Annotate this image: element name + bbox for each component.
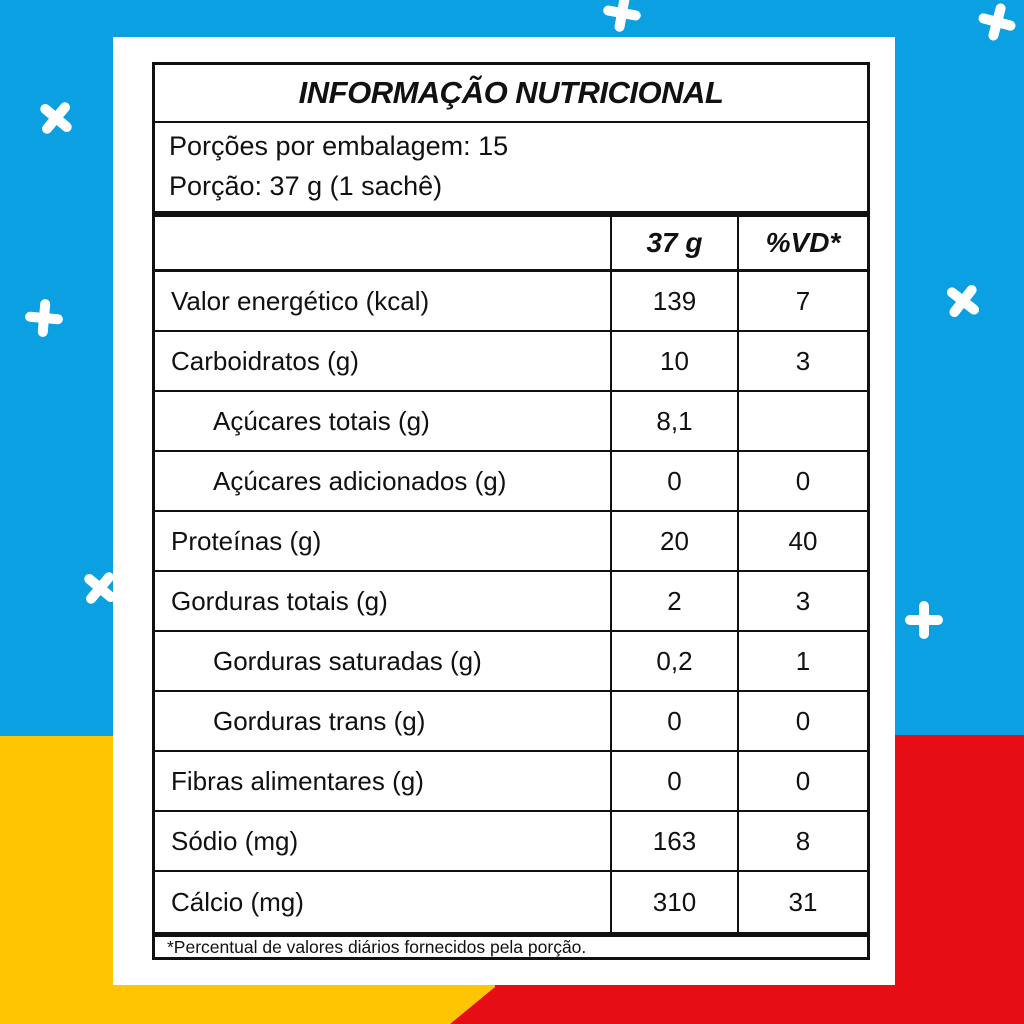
- nutrient-daily-value: [737, 392, 867, 450]
- nutrient-daily-value: 8: [737, 812, 867, 870]
- nutrition-card: [113, 37, 895, 985]
- nutrient-quantity: 8,1: [610, 392, 737, 450]
- nutrient-label: Gorduras saturadas (g): [213, 645, 482, 676]
- nutrient-quantity: 0: [610, 452, 737, 510]
- serving-info: [155, 123, 867, 218]
- nutrient-row: [155, 272, 867, 332]
- nutrient-quantity: 163: [610, 812, 737, 870]
- nutrient-label: Açúcares adicionados (g): [213, 465, 507, 496]
- nutrient-daily-value: 3: [737, 332, 867, 390]
- plus-icon: [23, 297, 64, 338]
- nutrient-quantity: 10: [610, 332, 737, 390]
- nutrient-daily-value: 7: [737, 272, 867, 330]
- nutrient-row: [155, 692, 867, 752]
- serving-size: Porção: 37 g (1 sachê): [169, 171, 443, 202]
- nutrient-row: [155, 572, 867, 632]
- plus-icon: [905, 601, 943, 639]
- table-title-row: [155, 65, 867, 123]
- nutrient-quantity: 2: [610, 572, 737, 630]
- nutrient-label: Gorduras totais (g): [171, 585, 388, 616]
- nutrient-label: Fibras alimentares (g): [171, 765, 424, 796]
- servings-per-package: Porções por embalagem: 15: [169, 130, 509, 161]
- plus-icon: [600, 0, 644, 35]
- header-empty-cell: [155, 217, 610, 269]
- nutrient-row: [155, 872, 867, 932]
- nutrient-label: Valor energético (kcal): [171, 285, 430, 316]
- nutrient-rows: [155, 272, 867, 932]
- plus-icon: [936, 274, 989, 327]
- nutrient-row: [155, 452, 867, 512]
- nutrient-label: Açúcares totais (g): [213, 405, 430, 436]
- header-quantity: 37 g: [610, 217, 737, 269]
- nutrient-daily-value: 31: [737, 872, 867, 932]
- nutrient-label: Sódio (mg): [171, 825, 299, 856]
- nutrient-quantity: 0: [610, 752, 737, 810]
- nutrient-row: [155, 392, 867, 452]
- nutrient-quantity: 0,2: [610, 632, 737, 690]
- footnote: *Percentual de valores diários fornecidos pela porção.: [155, 932, 867, 957]
- nutrient-daily-value: 3: [737, 572, 867, 630]
- nutrient-daily-value: 1: [737, 632, 867, 690]
- header-daily-value: %VD*: [737, 217, 867, 269]
- nutrient-row: [155, 812, 867, 872]
- nutrient-label: Cálcio (mg): [171, 886, 304, 917]
- table-title: INFORMAÇÃO NUTRICIONAL: [298, 74, 724, 110]
- nutrient-quantity: 139: [610, 272, 737, 330]
- nutrient-daily-value: 0: [737, 692, 867, 750]
- nutrient-label: Gorduras trans (g): [213, 705, 426, 736]
- nutrient-daily-value: 0: [737, 452, 867, 510]
- nutrient-row: [155, 752, 867, 812]
- nutrient-quantity: 20: [610, 512, 737, 570]
- plus-icon: [29, 91, 83, 145]
- plus-icon: [974, 0, 1021, 45]
- nutrient-row: [155, 332, 867, 392]
- nutrient-label: Carboidratos (g): [171, 345, 359, 376]
- nutrient-row: [155, 512, 867, 572]
- table-header-row: [155, 217, 867, 272]
- nutrient-row: [155, 632, 867, 692]
- nutrition-table: [152, 62, 870, 960]
- nutrient-quantity: 310: [610, 872, 737, 932]
- nutrient-daily-value: 40: [737, 512, 867, 570]
- nutrient-quantity: 0: [610, 692, 737, 750]
- nutrient-daily-value: 0: [737, 752, 867, 810]
- nutrient-label: Proteínas (g): [171, 525, 322, 556]
